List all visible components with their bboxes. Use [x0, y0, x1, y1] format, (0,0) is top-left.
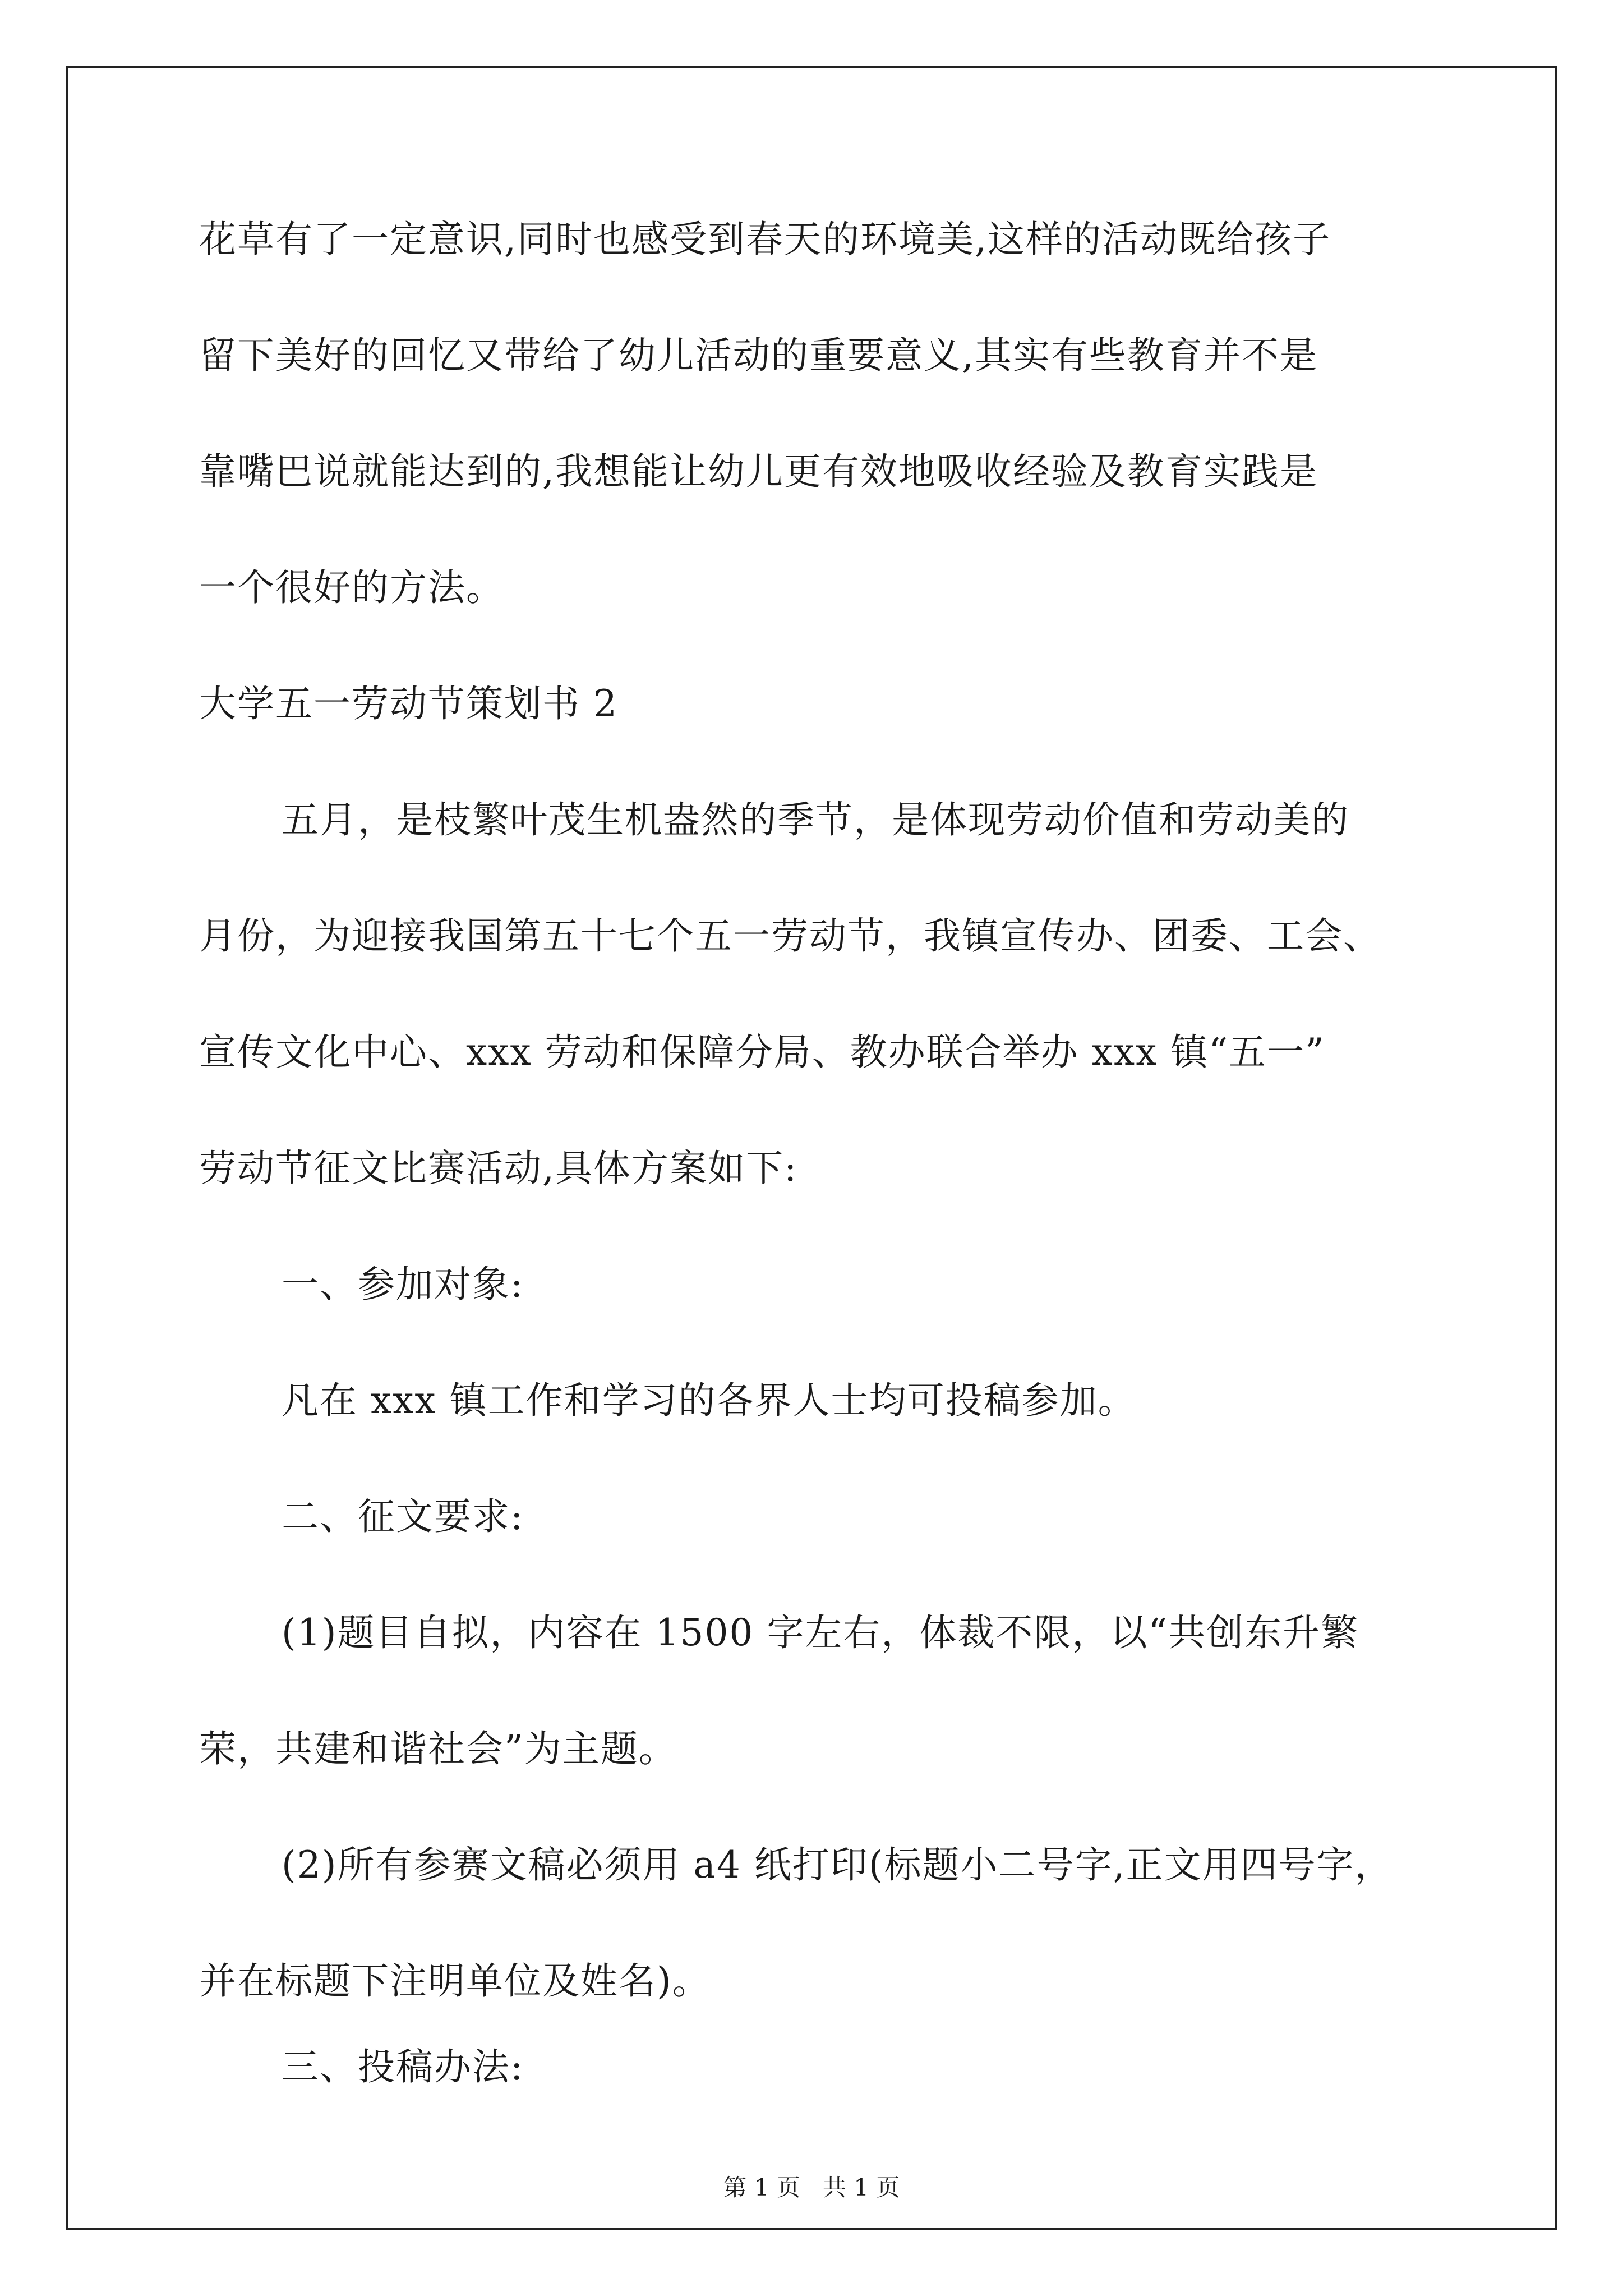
- heading-submission: 三、投稿办法:: [282, 2045, 524, 2088]
- body-line: 宣传文化中心、xxx 劳动和保障分局、教办联合举办 xxx 镇“五一”: [199, 1030, 1325, 1074]
- body-line: 留下美好的回忆又带给了幼儿活动的重要意义,其实有些教育并不是: [199, 334, 1318, 377]
- body-line: 花草有了一定意识,同时也感受到春天的环境美,这样的活动既给孩子: [199, 218, 1331, 261]
- body-line: 靠嘴巴说就能达到的,我想能让幼儿更有效地吸收经验及教育实践是: [199, 450, 1318, 493]
- body-line: 凡在 xxx 镇工作和学习的各界人士均可投稿参加。: [282, 1379, 1136, 1422]
- section-title: 大学五一劳动节策划书 2: [199, 682, 618, 725]
- body-line: 荣，共建和谐社会”为主题。: [199, 1727, 677, 1770]
- body-line: (1)题目自拟，内容在 1500 字左右，体裁不限，以“共创东升繁: [282, 1611, 1359, 1654]
- page-footer: 第 1 页 共 1 页: [723, 2174, 900, 2201]
- body-line: 月份，为迎接我国第五十七个五一劳动节，我镇宣传办、团委、工会、: [199, 914, 1381, 958]
- heading-participants: 一、参加对象:: [282, 1263, 524, 1306]
- body-line: 劳动节征文比赛活动,具体方案如下:: [199, 1147, 798, 1190]
- body-line: (2)所有参赛文稿必须用 a4 纸打印(标题小二号字,正文用四号字，: [282, 1843, 1393, 1887]
- body-line: 五月，是枝繁叶茂生机盎然的季节，是体现劳动价值和劳动美的: [282, 798, 1349, 841]
- body-line: 一个很好的方法。: [199, 566, 504, 609]
- heading-requirements: 二、征文要求:: [282, 1495, 524, 1538]
- body-line: 并在标题下注明单位及姓名)。: [199, 1959, 711, 2003]
